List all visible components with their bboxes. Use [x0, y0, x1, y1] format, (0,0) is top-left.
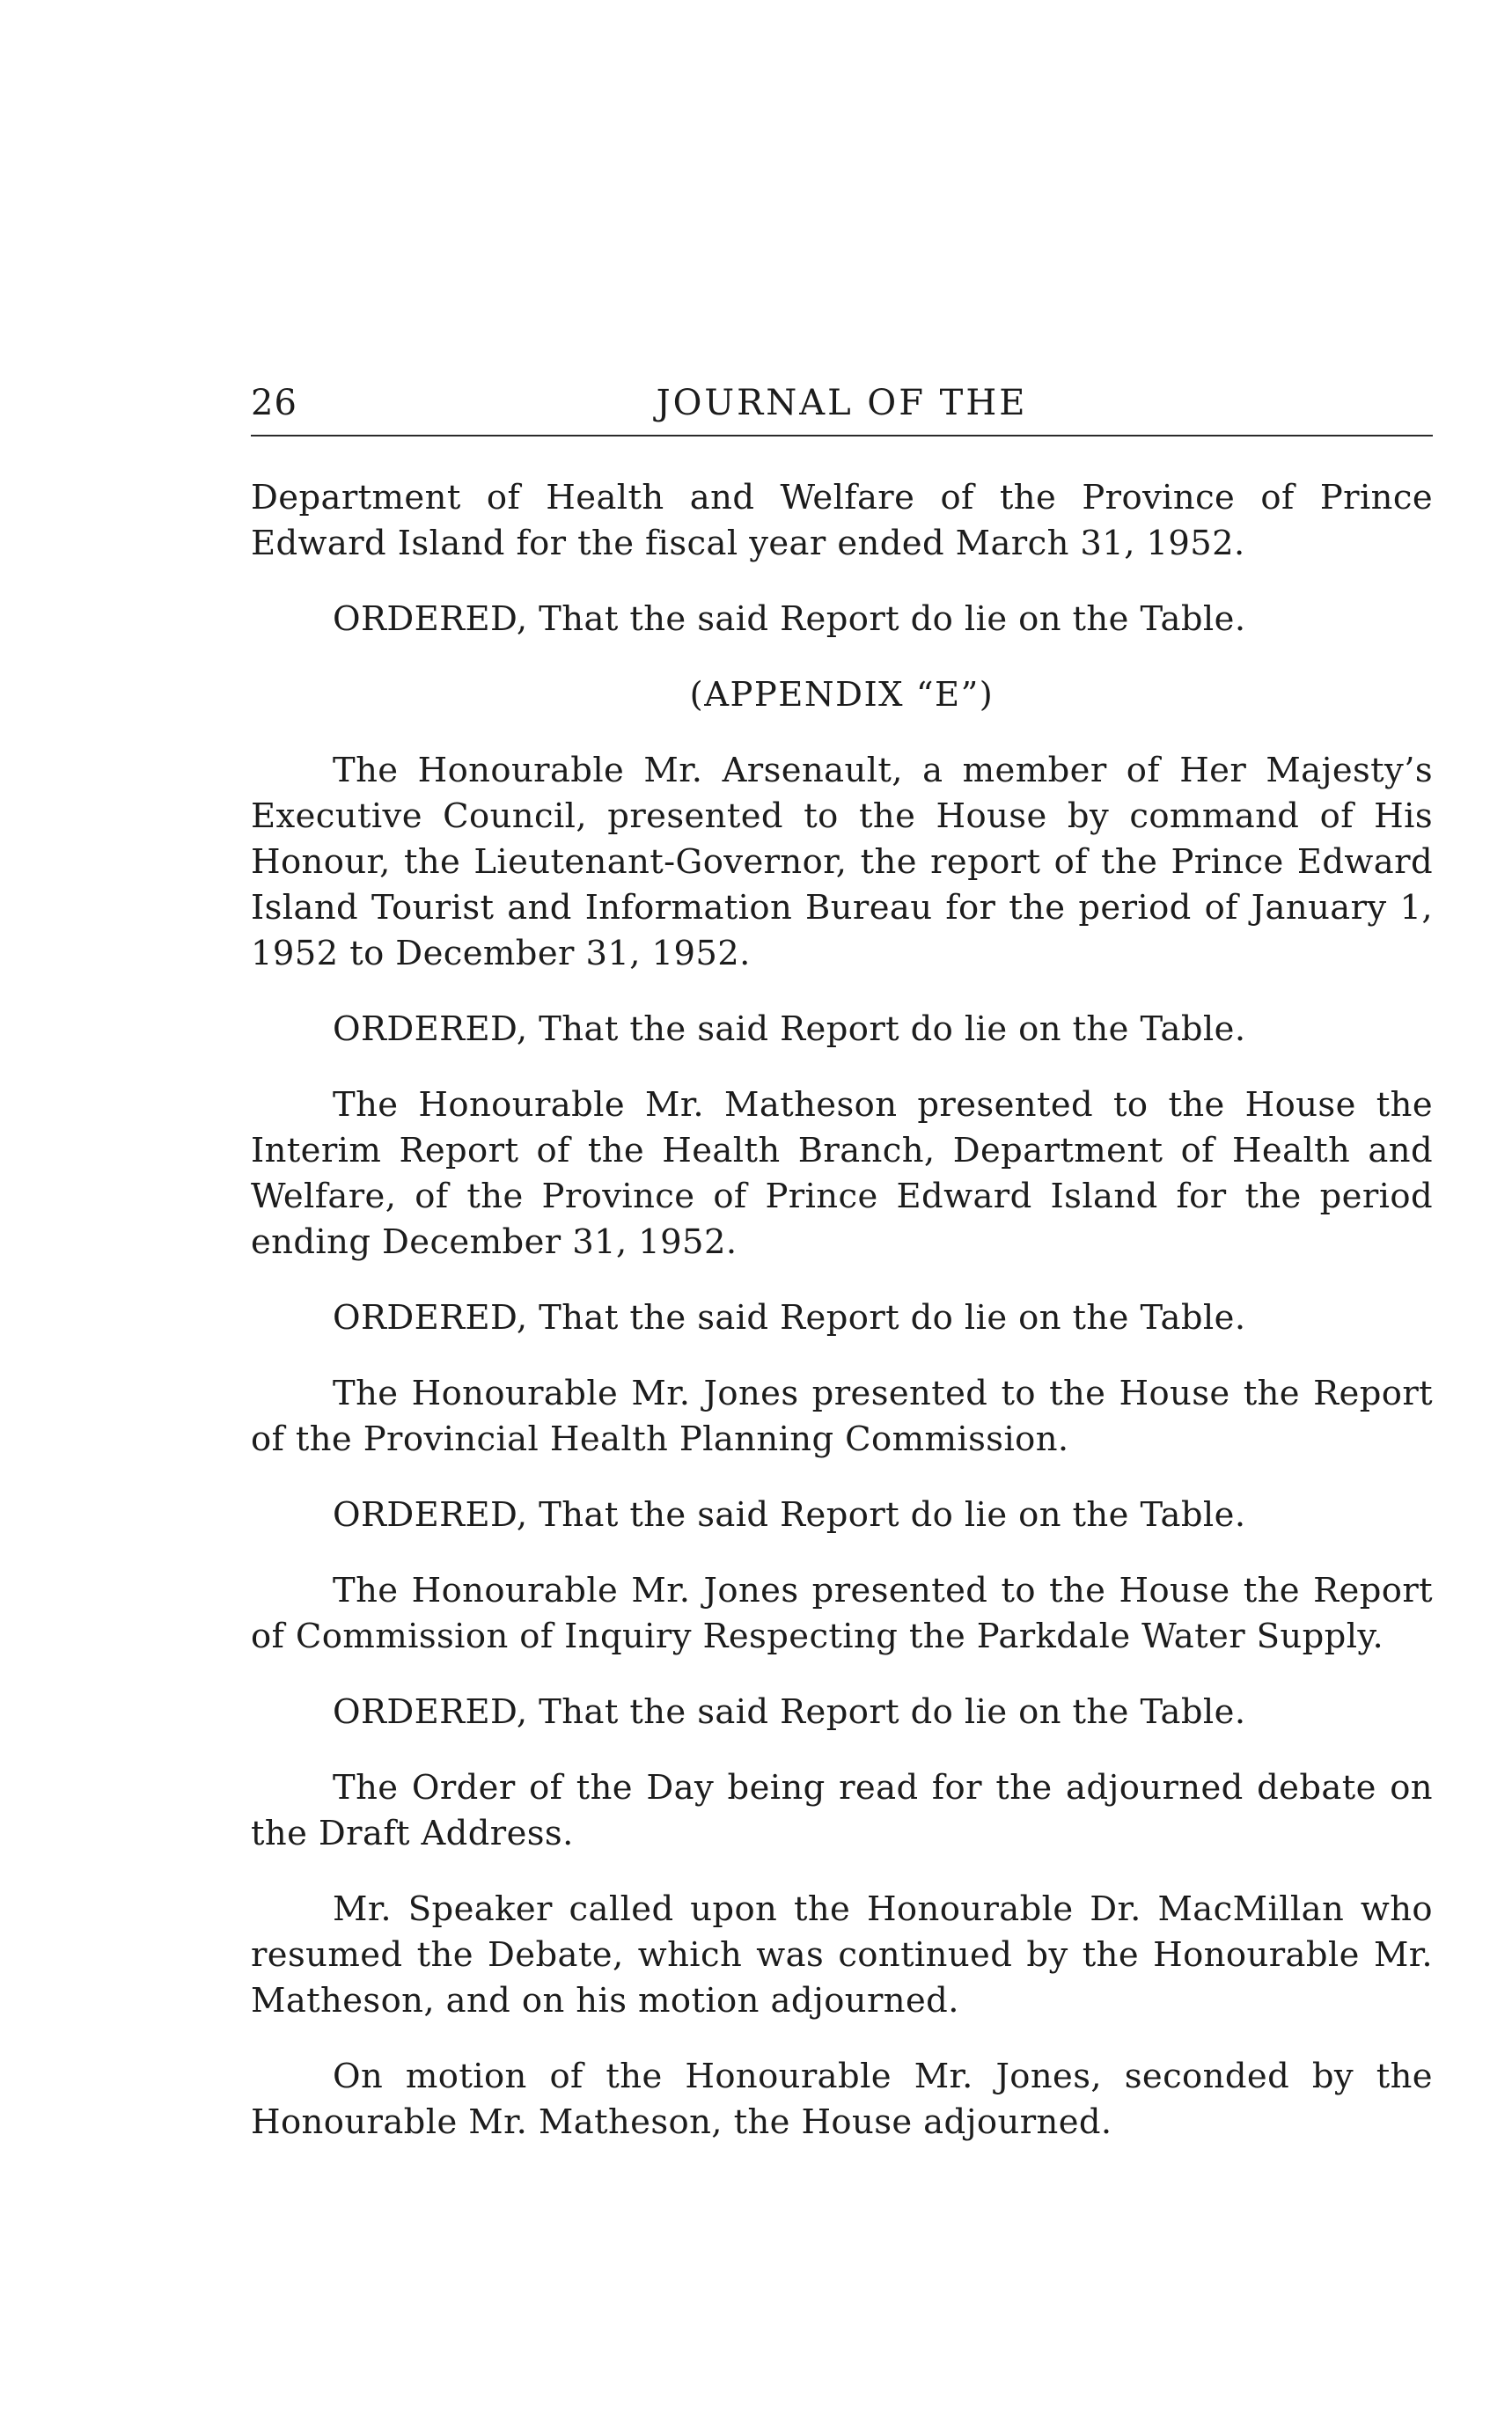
header-rule [251, 435, 1433, 436]
running-head: JOURNAL OF THE [656, 383, 1028, 423]
paragraph-ordered: ORDERED, That the said Report do lie on the Table. [333, 1009, 1246, 1049]
paragraph-ordered: ORDERED, That the said Report do lie on the Table. [333, 1495, 1246, 1535]
journal-body [251, 475, 1433, 2175]
paragraph-speaker-debate: Mr. Speaker called upon the Honourable Dr. MacMillan who resumed the Debate, which was continued by the Honourable Mr. Matheson, and on his motion adjourned. [251, 1889, 1433, 2021]
appendix-heading: (APPENDIX “E”) [689, 675, 995, 715]
page-header [251, 378, 1433, 436]
paragraph-order-of-day: The Order of the Day being read for the adjourned debate on the Draft Address. [251, 1768, 1433, 1853]
paragraph-arsenault-report: The Honourable Mr. Arsenault, a member of Her Majesty’s Executive Council, presented to the House by command of His Honour, the Lieutenant-Governor, the report of the Prince Edward Island Tourist and Information Bureau for the period of January 1, 1952 to December 31, 1952. [251, 751, 1433, 973]
paragraph-jones-water-report: The Honourable Mr. Jones presented to the House the Report of Commission of Inquiry Respecting the Parkdale Water Supply. [251, 1571, 1433, 1656]
paragraph-ordered: ORDERED, That the said Report do lie on the Table. [333, 1692, 1246, 1732]
paragraph-jones-health-report: The Honourable Mr. Jones presented to the House the Report of the Provincial Health Planning Commission. [251, 1374, 1433, 1459]
paragraph-matheson-report: The Honourable Mr. Matheson presented to the House the Interim Report of the Health Branch, Department of Health and Welfare, of the Province of Prince Edward Island for the period ending December 31, 1952. [251, 1085, 1433, 1262]
paragraph-ordered: ORDERED, That the said Report do lie on the Table. [333, 599, 1246, 639]
page-number: 26 [251, 383, 297, 423]
paragraph-adjournment: On motion of the Honourable Mr. Jones, seconded by the Honourable Mr. Matheson, the House adjourned. [251, 2057, 1433, 2142]
paragraph-report-continuation: Department of Health and Welfare of the Province of Prince Edward Island for the fiscal year ended March 31, 1952. [251, 478, 1433, 563]
paragraph-ordered: ORDERED, That the said Report do lie on the Table. [333, 1298, 1246, 1338]
